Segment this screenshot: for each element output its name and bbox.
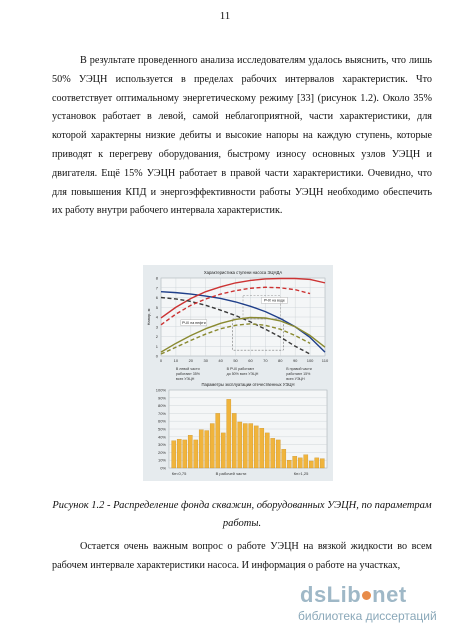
chart2-bar: [210, 424, 214, 468]
watermark-subtitle: библиотека диссертаций: [298, 609, 437, 623]
watermark-title-left: dsLib: [300, 582, 362, 607]
chart1-xtick-label: 90: [292, 358, 298, 363]
chart2-bar: [260, 428, 264, 468]
chart1-xtick-label: 40: [218, 358, 223, 363]
chart2-bar: [271, 438, 275, 468]
chart1-ytick-label: 7: [155, 285, 158, 291]
watermark-dot-icon: [362, 591, 371, 600]
body-paragraph-1: [52, 52, 432, 221]
figure-1-2: [143, 265, 333, 481]
chart2-bar: [287, 460, 291, 468]
watermark-title: [300, 582, 407, 608]
watermark-title-right: net: [372, 582, 407, 607]
chart2-bar: [298, 458, 302, 468]
chart2-xlabel: Кп<0,75: [171, 471, 187, 476]
chart2-ytick-label: 80%: [157, 403, 166, 409]
chart2-bar: [188, 435, 192, 468]
chart2-bar: [221, 433, 225, 468]
chart2-ytick-label: 30%: [157, 442, 166, 448]
paragraph-text: В результате проведенного анализа исследователям удалось выяснить, что лишь 50% УЭЦН используется в пределах рабочих интервалов характеристик. Что соответствует оптимальному энергетическому режиму [33] (рисунок 1.2). Около 35% установок работает в левой, самой неблагоприятной, части характеристики, для которой характерны низкие дебиты и высокие напоры на каждую ступень, которые приводят к перегреву оборудования, быстрому износу основных узлов УЭЦН и двигателя. Ещё 15% УЭЦН работает в правой части характеристики. Очевидно, что для повышения КПД и энергоэффективности работы УЭЦН необходимо обеспечить их работу внутри рабочего интервала характеристик.: [52, 55, 432, 217]
chart2-bar: [243, 424, 247, 468]
chart2-ytick-label: 100%: [155, 387, 166, 393]
chart2-title: Параметры эксплуатации отечественных УЭЦН: [201, 382, 295, 387]
chart1-ytick-label: 2: [155, 334, 158, 339]
chart1-title: Характеристика ступени насоса ЭЦНДА: [203, 270, 283, 275]
chart1-ytick-label: 1: [155, 343, 158, 349]
chart2-bar: [304, 455, 308, 468]
chart2-ytick-label: 10%: [157, 457, 166, 463]
body-paragraph-2: [52, 538, 432, 576]
chart2-ytick-label: 90%: [157, 395, 166, 401]
chart1-ytick-label: 6: [155, 295, 158, 300]
chart1-ytick-label: 5: [155, 304, 158, 310]
chart2-ytick-label: 70%: [157, 410, 166, 416]
watermark-logo: [298, 582, 438, 626]
chart2-bar: [232, 413, 236, 468]
chart2-ytick-label: 60%: [157, 418, 166, 424]
chart1-zone-label: работают 15%: [286, 372, 311, 376]
chart1-xtick-label: 80: [278, 358, 283, 363]
chart1-zone-label: всех УЭЦН: [175, 377, 195, 381]
chart1-xtick-label: 0: [159, 358, 163, 363]
chart1-annotation-label: РЧХ на воде: [263, 298, 285, 303]
chart1-xtick-label: 100: [306, 358, 314, 363]
chart2-ytick-label: 40%: [157, 434, 166, 440]
chart2-bar: [320, 459, 324, 468]
chart2-ytick-label: 0%: [160, 465, 166, 471]
page-number: 11: [219, 10, 231, 22]
chart1-zone-label: В правой части: [286, 367, 312, 371]
chart2-bar: [238, 422, 242, 468]
chart1-ytick-label: 4: [155, 314, 158, 320]
chart1-zone-label: до 50% всех УЭЦН: [226, 372, 259, 376]
chart1-ylabel: Напор, м: [146, 308, 151, 326]
chart2-xlabel: В рабочей части: [215, 471, 247, 476]
chart2-bar: [254, 426, 258, 468]
chart1-ytick-label: 0: [155, 353, 158, 359]
chart2-bar: [249, 424, 253, 468]
chart2-bar: [282, 449, 286, 468]
chart1-xtick-label: 50: [233, 358, 238, 363]
chart1-xtick-label: 60: [248, 358, 253, 363]
chart2-bar: [309, 461, 313, 468]
chart1-xtick-label: 10: [173, 358, 179, 363]
chart2-bar: [227, 399, 231, 468]
chart2-bar: [265, 433, 269, 468]
chart2-bar: [199, 430, 203, 468]
chart2-bar: [183, 440, 187, 468]
chart2-ytick-label: 50%: [157, 426, 166, 432]
chart2-bar: [205, 431, 209, 468]
chart2-xlabel: Кп>1,25: [293, 471, 309, 476]
chart1-zone-label: В РЧХ работают: [226, 367, 255, 371]
chart1-ytick-label: 8: [155, 275, 158, 281]
chart1-xtick-label: 20: [188, 358, 194, 363]
paragraph-text: Остается очень важным вопрос о работе УЭЦН на вязкой жидкости во всем рабочем интервале характеристики насоса. И информация о работе на участках,: [52, 541, 432, 571]
chart1-xtick-label: 110: [321, 358, 329, 363]
chart1-zone-label: работают 35%: [175, 372, 200, 376]
chart2-bar: [216, 413, 220, 468]
chart1-zone-label: В левой части: [175, 367, 200, 371]
chart2-bar: [315, 458, 319, 468]
chart2-bar: [293, 456, 297, 468]
chart2-bar: [276, 440, 280, 468]
chart2-bar: [177, 439, 181, 468]
figure-caption: Рисунок 1.2 - Распределение фонда скважин, оборудованных УЭЦН, по параметрам работы.: [52, 500, 432, 529]
chart2-bar: [172, 441, 176, 468]
chart1-annotation-label: РЧХ на нефти: [182, 320, 206, 325]
chart1-xtick-label: 70: [263, 358, 268, 363]
chart2-ytick-label: 20%: [157, 449, 166, 455]
chart1-xtick-label: 30: [203, 358, 208, 363]
figure-svg: [143, 265, 333, 481]
chart1-ytick-label: 3: [155, 324, 158, 330]
chart1-zone-label: всех УЭЦН: [286, 377, 305, 381]
chart2-bar: [194, 440, 198, 468]
